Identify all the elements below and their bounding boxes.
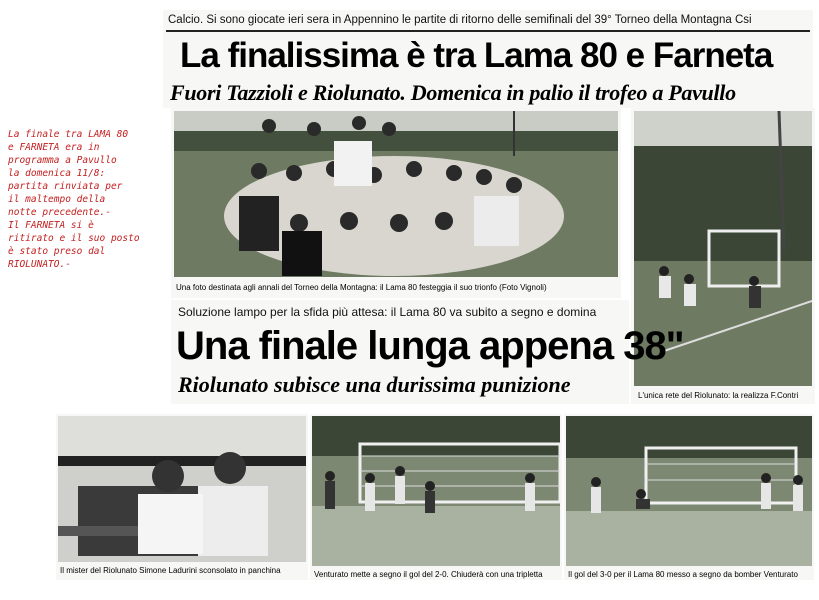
second-goal-image (312, 416, 560, 566)
goal-photo-caption: L'unica rete del Riolunato: la realizza F.Contri (638, 391, 799, 400)
note-line: RIOLUNATO.- (8, 259, 71, 270)
main-kicker: Soluzione lampo per la sfida più attesa: il Lama 80 va subito a segno e domina (178, 305, 597, 319)
third-goal-image (566, 416, 812, 566)
second-goal-caption: Venturato mette a segno il gol del 2-0. Chiuderà con una tripletta (314, 570, 543, 579)
note-line: partita rinviata per (8, 181, 123, 192)
coach-bench-image (58, 416, 306, 562)
top-kicker: Calcio. Si sono giocate ieri sera in Appennino le partite di ritorno delle semifinali del 39° Torneo della Montagna Csi (168, 14, 752, 26)
third-goal-caption: Il gol del 3-0 per il Lama 80 messo a segno da bomber Venturato (568, 570, 798, 579)
coach-photo-caption: Il mister del Riolunato Simone Ladurini sconsolato in panchina (60, 566, 281, 575)
note-line: è stato preso dal (8, 246, 106, 257)
team-celebration-image (174, 111, 618, 277)
top-headline: La finalissima è tra Lama 80 e Farneta (180, 36, 773, 75)
main-headline: Una finale lunga appena 38" (176, 324, 684, 368)
note-line: e FARNETA era in (8, 142, 100, 153)
handwritten-note (8, 128, 168, 271)
team-celebration-photo (174, 111, 618, 277)
main-subheadline: Riolunato subisce una durissima punizione (178, 372, 571, 397)
coach-bench-photo (58, 416, 306, 562)
note-line: La finale tra LAMA 80 (8, 129, 129, 140)
third-goal-photo (566, 416, 812, 566)
note-line: Il FARNETA si è (8, 220, 94, 231)
note-line: notte precedente.- (8, 207, 111, 218)
note-line: il maltempo della (8, 194, 106, 205)
note-line: programma a Pavullo (8, 155, 117, 166)
team-photo-caption: Una foto destinata agli annali del Torneo della Montagna: il Lama 80 festeggia il suo trionfo (Foto Vignoli) (176, 283, 547, 292)
second-goal-photo (312, 416, 560, 566)
top-rule (166, 30, 810, 32)
top-subheadline: Fuori Tazzioli e Riolunato. Domenica in palio il trofeo a Pavullo (170, 80, 736, 105)
note-line: ritirato e il suo posto (8, 233, 140, 244)
note-line: la domenica 11/8: (8, 168, 106, 179)
